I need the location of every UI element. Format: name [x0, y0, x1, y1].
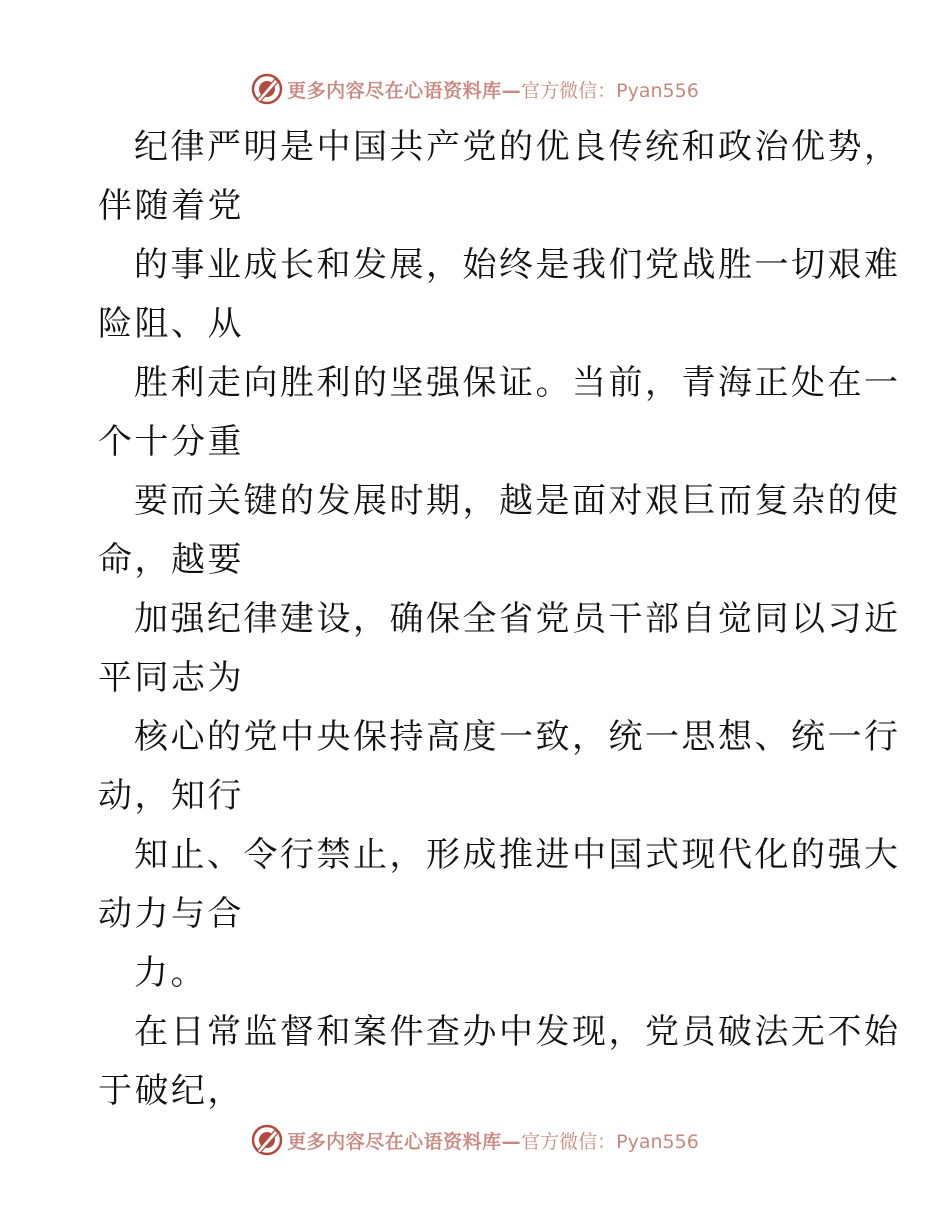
watermark-text: 更多内容尽在心语资料库— [287, 79, 522, 102]
text-line: 加强纪律建设，确保全省党员干部自觉同以习近 [134, 599, 901, 639]
text-line: 动，知行 [98, 776, 244, 816]
text-line: 胜利走向胜利的坚强保证。当前，青海正处在一 [134, 363, 901, 403]
text-line: 个十分重 [98, 422, 244, 462]
text-line: 力。 [134, 953, 207, 993]
footer-watermark [0, 1123, 950, 1157]
text-line: 伴随着党 [98, 186, 244, 226]
text-line: 动力与合 [98, 894, 244, 934]
header-watermark [0, 72, 950, 106]
text-line: 核心的党中央保持高度一致，统一思想、统一行 [134, 717, 901, 757]
text-line: 于破纪， [98, 1071, 244, 1111]
watermark-contact: 官方微信：Pyan556 [521, 79, 699, 102]
text-line: 命，越要 [98, 540, 244, 580]
pen-logo-icon [251, 73, 283, 105]
document-body [98, 118, 901, 1121]
watermark-contact: 官方微信：Pyan556 [521, 1130, 699, 1153]
text-line: 在日常监督和案件查办中发现，党员破法无不始 [134, 1012, 901, 1052]
text-line: 平同志为 [98, 658, 244, 698]
text-line: 险阻、从 [98, 304, 244, 344]
watermark-text: 更多内容尽在心语资料库— [287, 1130, 522, 1153]
text-line: 要而关键的发展时期，越是面对艰巨而复杂的使 [134, 481, 901, 521]
text-line: 的事业成长和发展，始终是我们党战胜一切艰难 [134, 245, 901, 285]
text-line: 知止、令行禁止，形成推进中国式现代化的强大 [134, 835, 901, 875]
text-line: 纪律严明是中国共产党的优良传统和政治优势， [134, 127, 901, 167]
pen-logo-icon [251, 1124, 283, 1156]
